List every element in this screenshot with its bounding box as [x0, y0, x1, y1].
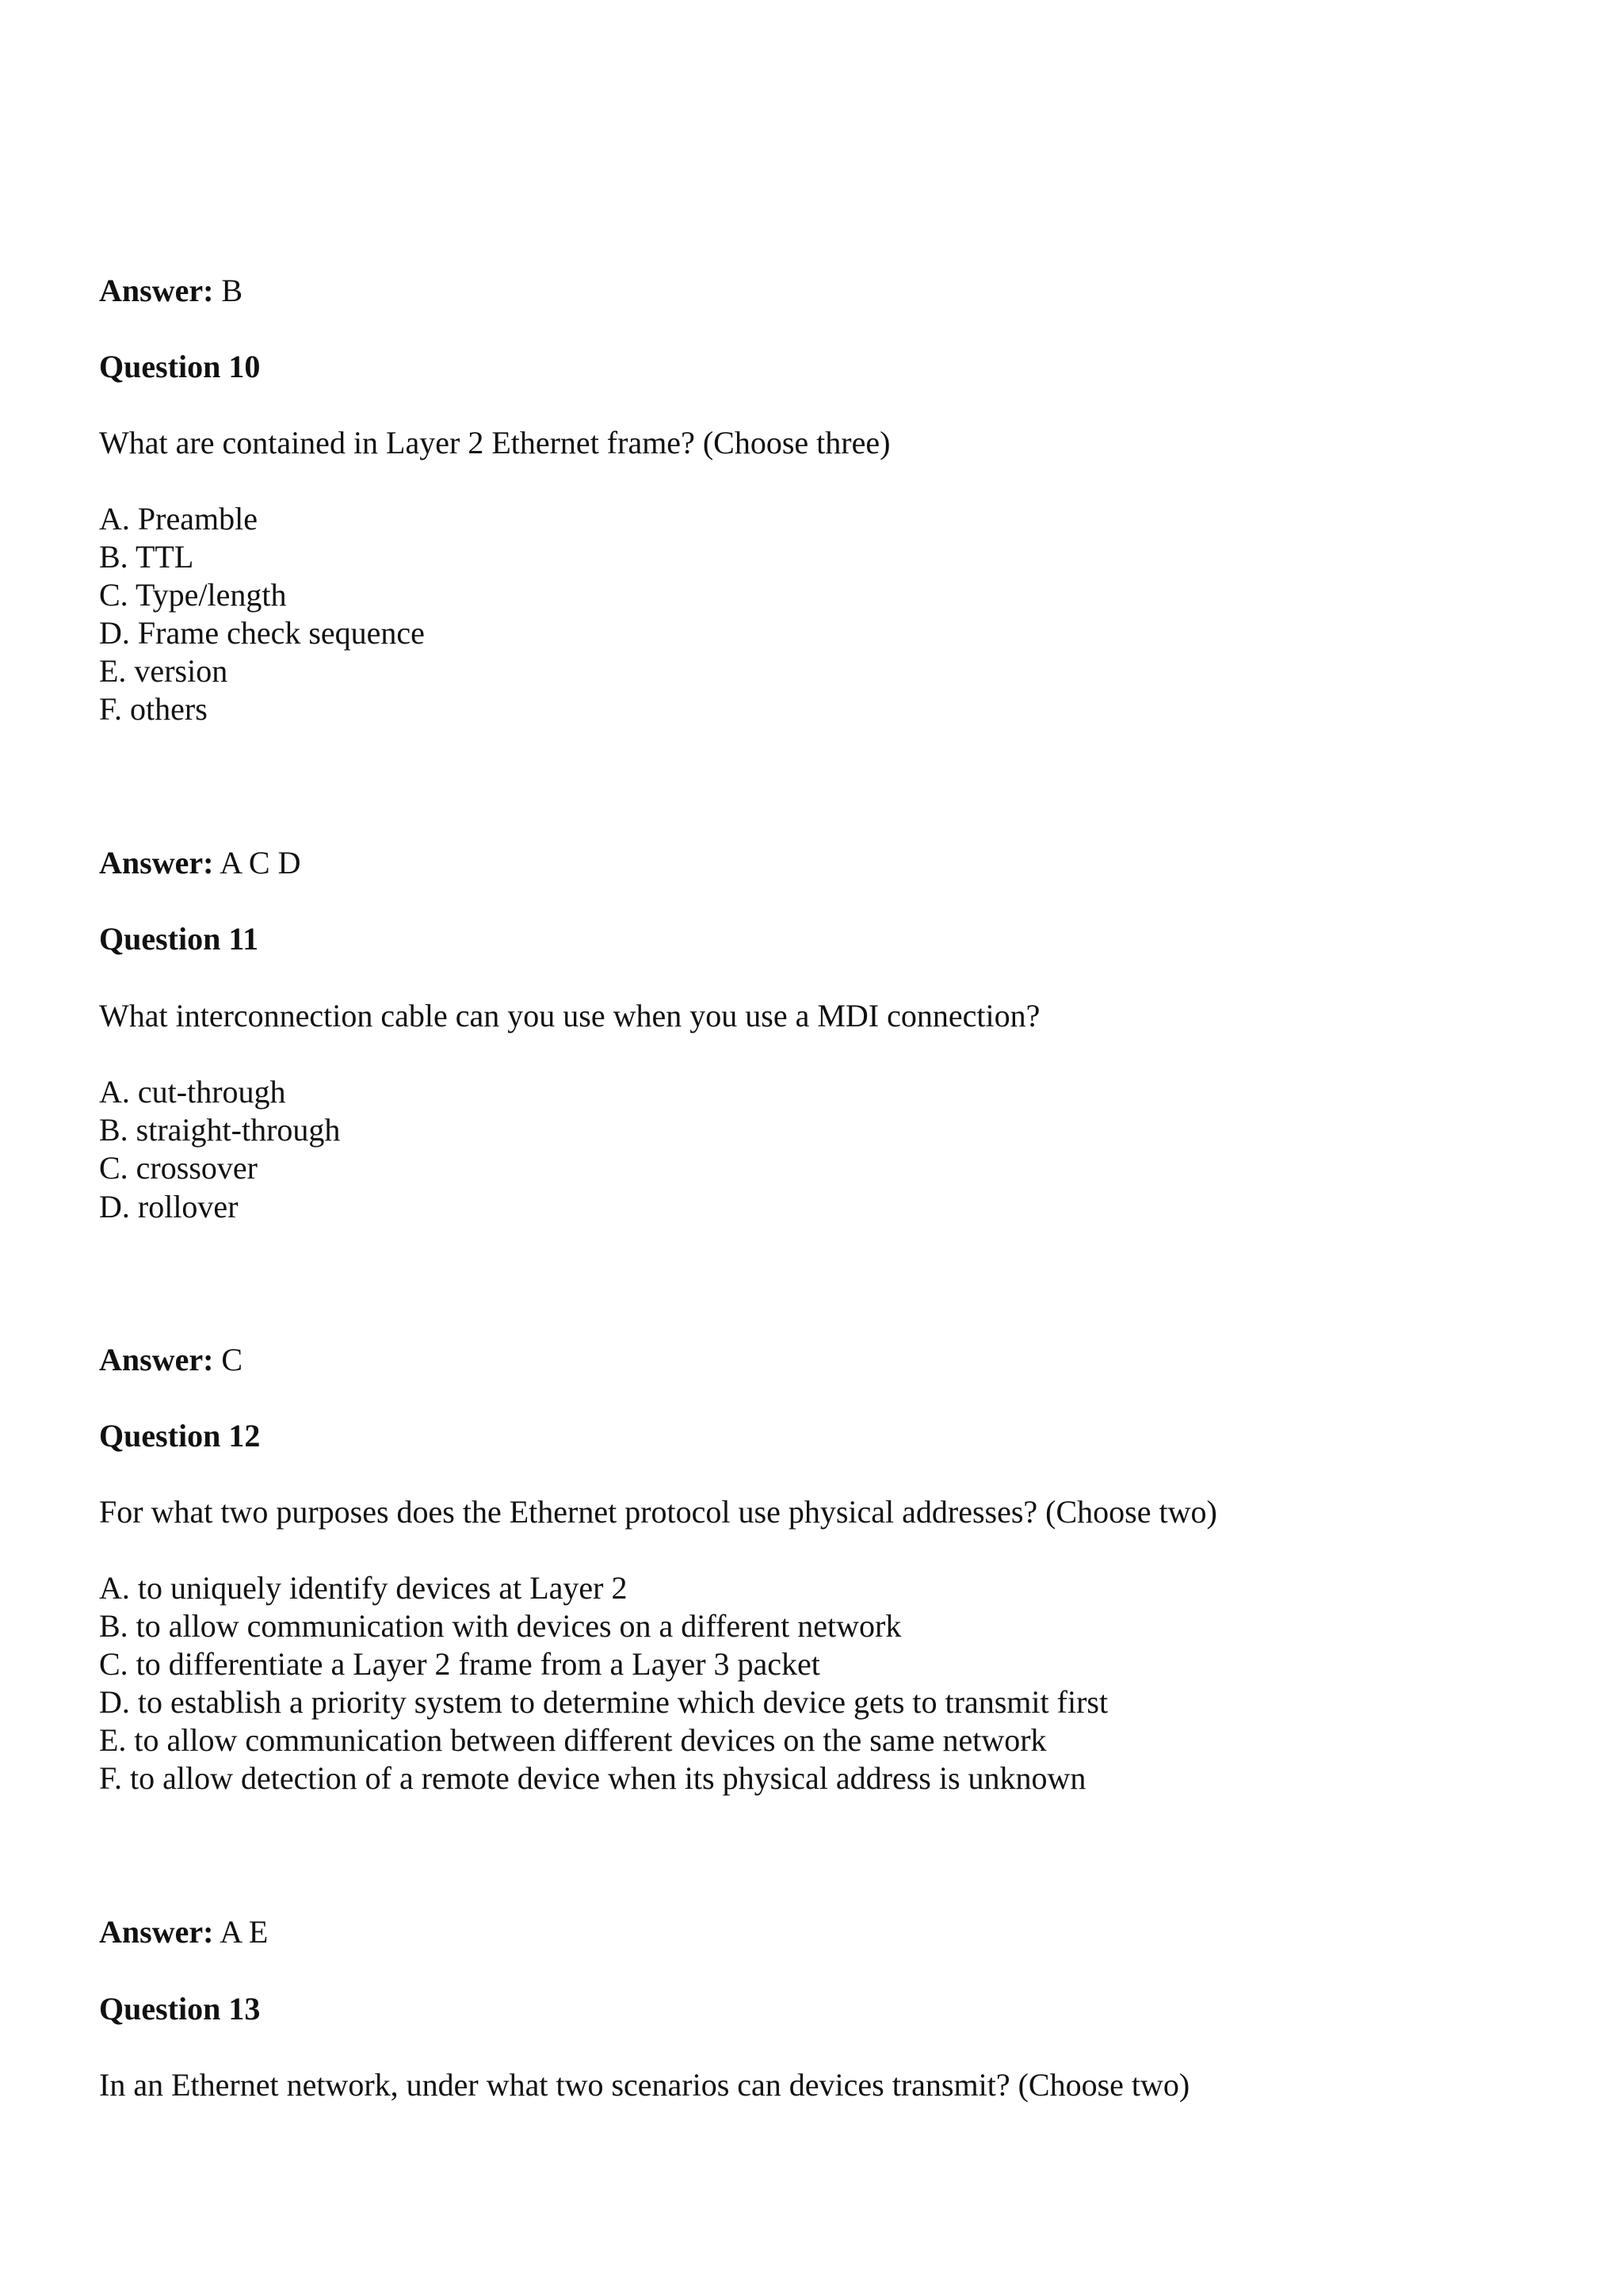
- question-title: Question 10: [99, 349, 261, 384]
- option: B. straight-through: [99, 1112, 341, 1148]
- answer-value: A C D: [220, 845, 301, 881]
- answer-label: Answer:: [99, 1342, 214, 1377]
- answer-label: Answer:: [99, 1914, 214, 1950]
- answer-label: Answer:: [99, 273, 214, 308]
- option: C. to differentiate a Layer 2 frame from a Layer 3 packet: [99, 1646, 820, 1682]
- answer-line: [99, 844, 300, 882]
- option: B. to allow communication with devices on a different network: [99, 1608, 902, 1644]
- option: D. to establish a priority system to determine which device gets to transmit first: [99, 1684, 1109, 1720]
- option: B. TTL: [99, 539, 194, 575]
- question-title: Question 13: [99, 1991, 261, 2027]
- answer-line: [99, 272, 242, 310]
- question-text: In an Ethernet network, under what two scenarios can devices transmit? (Choose two): [99, 2067, 1190, 2103]
- option: A. Preamble: [99, 501, 258, 537]
- option: F. others: [99, 691, 208, 727]
- option: E. version: [99, 653, 228, 689]
- answer-value: C: [221, 1342, 243, 1377]
- question-title: Question 12: [99, 1418, 261, 1454]
- option: C. Type/length: [99, 577, 287, 613]
- answer-value: B: [221, 273, 243, 308]
- option: D. rollover: [99, 1189, 239, 1224]
- answer-value: A E: [220, 1914, 269, 1950]
- question-title: Question 11: [99, 921, 259, 957]
- option: F. to allow detection of a remote device when its physical address is unknown: [99, 1760, 1086, 1796]
- option: E. to allow communication between different devices on the same network: [99, 1722, 1047, 1758]
- question-text: What are contained in Layer 2 Ethernet frame? (Choose three): [99, 425, 891, 460]
- answer-line: [99, 1341, 242, 1379]
- option: A. to uniquely identify devices at Layer 2: [99, 1570, 628, 1606]
- question-text: For what two purposes does the Ethernet protocol use physical addresses? (Choose two): [99, 1494, 1217, 1530]
- option: D. Frame check sequence: [99, 615, 425, 651]
- question-text: What interconnection cable can you use when you use a MDI connection?: [99, 998, 1041, 1033]
- option: A. cut-through: [99, 1074, 286, 1110]
- answer-line: [99, 1913, 268, 1951]
- option: C. crossover: [99, 1150, 258, 1186]
- answer-label: Answer:: [99, 845, 214, 881]
